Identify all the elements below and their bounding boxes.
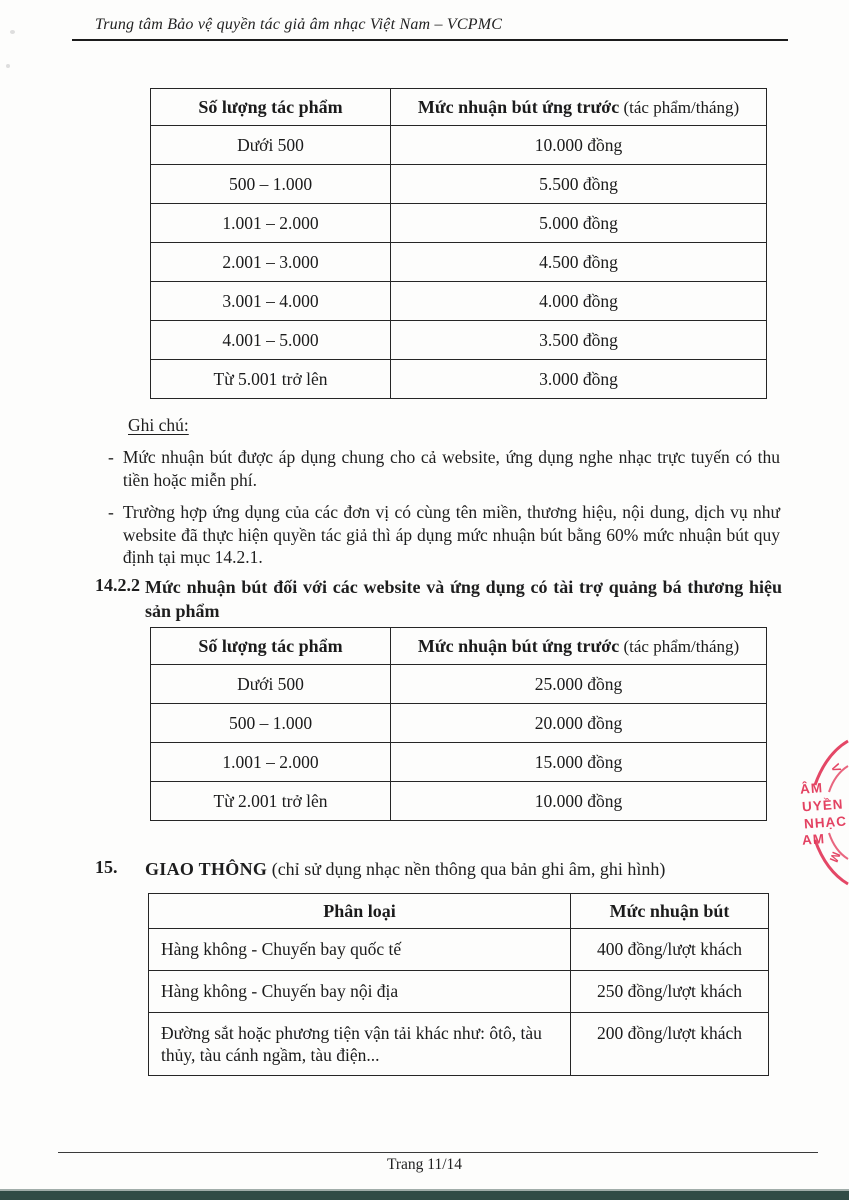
table-header-row bbox=[151, 89, 767, 126]
table-row bbox=[151, 782, 767, 821]
table-cell: 400 đồng/lượt khách bbox=[571, 929, 769, 971]
table-cell: Dưới 500 bbox=[151, 126, 391, 165]
table-cell: Từ 5.001 trở lên bbox=[151, 360, 391, 399]
table-header-row bbox=[149, 894, 769, 929]
header-divider bbox=[72, 39, 788, 41]
quantity-column-header: Số lượng tác phẩm bbox=[151, 89, 391, 126]
section-title bbox=[145, 857, 805, 881]
stamp-rim-letter: M bbox=[826, 849, 844, 865]
scan-edge-band bbox=[0, 1191, 849, 1200]
table-cell: 1.001 – 2.000 bbox=[151, 743, 391, 782]
table-cell: 15.000 đồng bbox=[391, 743, 767, 782]
stamp-rim-letter: V bbox=[828, 761, 844, 775]
table-row bbox=[151, 126, 767, 165]
table-cell: Hàng không - Chuyến bay quốc tế bbox=[149, 929, 571, 971]
rate-column-header bbox=[391, 89, 767, 126]
table-row bbox=[149, 1013, 769, 1076]
stamp-text-line: AM bbox=[801, 831, 826, 848]
footer-divider bbox=[58, 1152, 818, 1153]
table-cell: 200 đồng/lượt khách bbox=[571, 1013, 769, 1076]
scan-speck bbox=[10, 30, 15, 34]
scan-speck bbox=[6, 64, 10, 68]
section-title-bold: GIAO THÔNG bbox=[145, 859, 268, 879]
stamp-text-line: UYỀN bbox=[801, 796, 844, 815]
rate-header-bold: Mức nhuận bút ứng trước bbox=[417, 635, 620, 656]
royalty-table-sponsored bbox=[150, 627, 767, 821]
table-cell: 3.000 đồng bbox=[391, 360, 767, 399]
section-title-normal: (chỉ sử dụng nhạc nền thông qua bản ghi âm, ghi hình) bbox=[267, 859, 666, 879]
rate-column-header bbox=[391, 628, 767, 665]
table-cell: Dưới 500 bbox=[151, 665, 391, 704]
category-column-header: Phân loại bbox=[149, 894, 571, 929]
rate-header-bold: Mức nhuận bút ứng trước bbox=[417, 96, 620, 117]
table-cell: 25.000 đồng bbox=[391, 665, 767, 704]
table-row bbox=[151, 282, 767, 321]
rate-header-unit: (tác phẩm/tháng) bbox=[619, 97, 740, 117]
note-text: Trường hợp ứng dụng của các đơn vị có cùng tên miền, thương hiệu, nội dung, dịch vụ như website đã thực hiện quyền tác giả thì áp dụng mức nhuận bút bằng 60% mức nhuận bút quy định tại mục 14.2.1. bbox=[122, 502, 780, 567]
stamp-text-line: NHẠC bbox=[803, 813, 848, 832]
table-cell: 4.000 đồng bbox=[391, 282, 767, 321]
table-cell: 4.500 đồng bbox=[391, 243, 767, 282]
table-cell: 3.500 đồng bbox=[391, 321, 767, 360]
quantity-column-header: Số lượng tác phẩm bbox=[151, 628, 391, 665]
table-cell: Đường sắt hoặc phương tiện vận tải khác như: ôtô, tàu thủy, tàu cánh ngầm, tàu điện... bbox=[149, 1013, 571, 1076]
section-heading-15 bbox=[95, 857, 805, 881]
table-row bbox=[149, 929, 769, 971]
table-cell: 5.000 đồng bbox=[391, 204, 767, 243]
table-row bbox=[151, 360, 767, 399]
table-cell: 500 – 1.000 bbox=[151, 704, 391, 743]
transport-royalty-table bbox=[148, 893, 769, 1076]
table-row bbox=[151, 704, 767, 743]
table-cell: Từ 2.001 trở lên bbox=[151, 782, 391, 821]
table-cell: 4.001 – 5.000 bbox=[151, 321, 391, 360]
note-item bbox=[108, 501, 780, 569]
table-row bbox=[151, 665, 767, 704]
section-number: 14.2.2 bbox=[95, 575, 140, 595]
table-cell: 500 – 1.000 bbox=[151, 165, 391, 204]
table-cell: 1.001 – 2.000 bbox=[151, 204, 391, 243]
table-cell: 20.000 đồng bbox=[391, 704, 767, 743]
table-cell: 2.001 – 3.000 bbox=[151, 243, 391, 282]
table-cell: 10.000 đồng bbox=[391, 782, 767, 821]
table-cell: 10.000 đồng bbox=[391, 126, 767, 165]
section-heading-14-2-2 bbox=[95, 575, 782, 623]
table-cell: 5.500 đồng bbox=[391, 165, 767, 204]
table-row bbox=[151, 165, 767, 204]
table-header-row bbox=[151, 628, 767, 665]
table-row bbox=[149, 971, 769, 1013]
note-text: Mức nhuận bút được áp dụng chung cho cả website, ứng dụng nghe nhạc trực tuyến có thu tiền hoặc miễn phí. bbox=[122, 447, 780, 490]
document-header-title: Trung tâm Bảo vệ quyền tác giả âm nhạc Việt Nam – VCPMC bbox=[95, 16, 503, 33]
table-cell: 3.001 – 4.000 bbox=[151, 282, 391, 321]
royalty-table-online bbox=[150, 88, 767, 399]
section-title: Mức nhuận bút đối với các website và ứng dụng có tài trợ quảng bá thương hiệu sản phẩm bbox=[145, 577, 782, 621]
notes-label: Ghi chú: bbox=[128, 415, 189, 435]
table-row bbox=[151, 243, 767, 282]
rate-column-header: Mức nhuận bút bbox=[571, 894, 769, 929]
rate-header-unit: (tác phẩm/tháng) bbox=[619, 636, 740, 656]
table-row bbox=[151, 321, 767, 360]
page-number: Trang 11/14 bbox=[386, 1156, 463, 1173]
section-number: 15. bbox=[95, 857, 118, 877]
stamp-text-line: ÂM bbox=[799, 780, 824, 797]
table-row bbox=[151, 204, 767, 243]
bullet-dash: - bbox=[108, 447, 114, 467]
table-cell: Hàng không - Chuyến bay nội địa bbox=[149, 971, 571, 1013]
table-row bbox=[151, 743, 767, 782]
bullet-dash: - bbox=[108, 502, 114, 522]
table-cell: 250 đồng/lượt khách bbox=[571, 971, 769, 1013]
note-item bbox=[108, 446, 780, 491]
red-seal-stamp bbox=[789, 733, 849, 893]
